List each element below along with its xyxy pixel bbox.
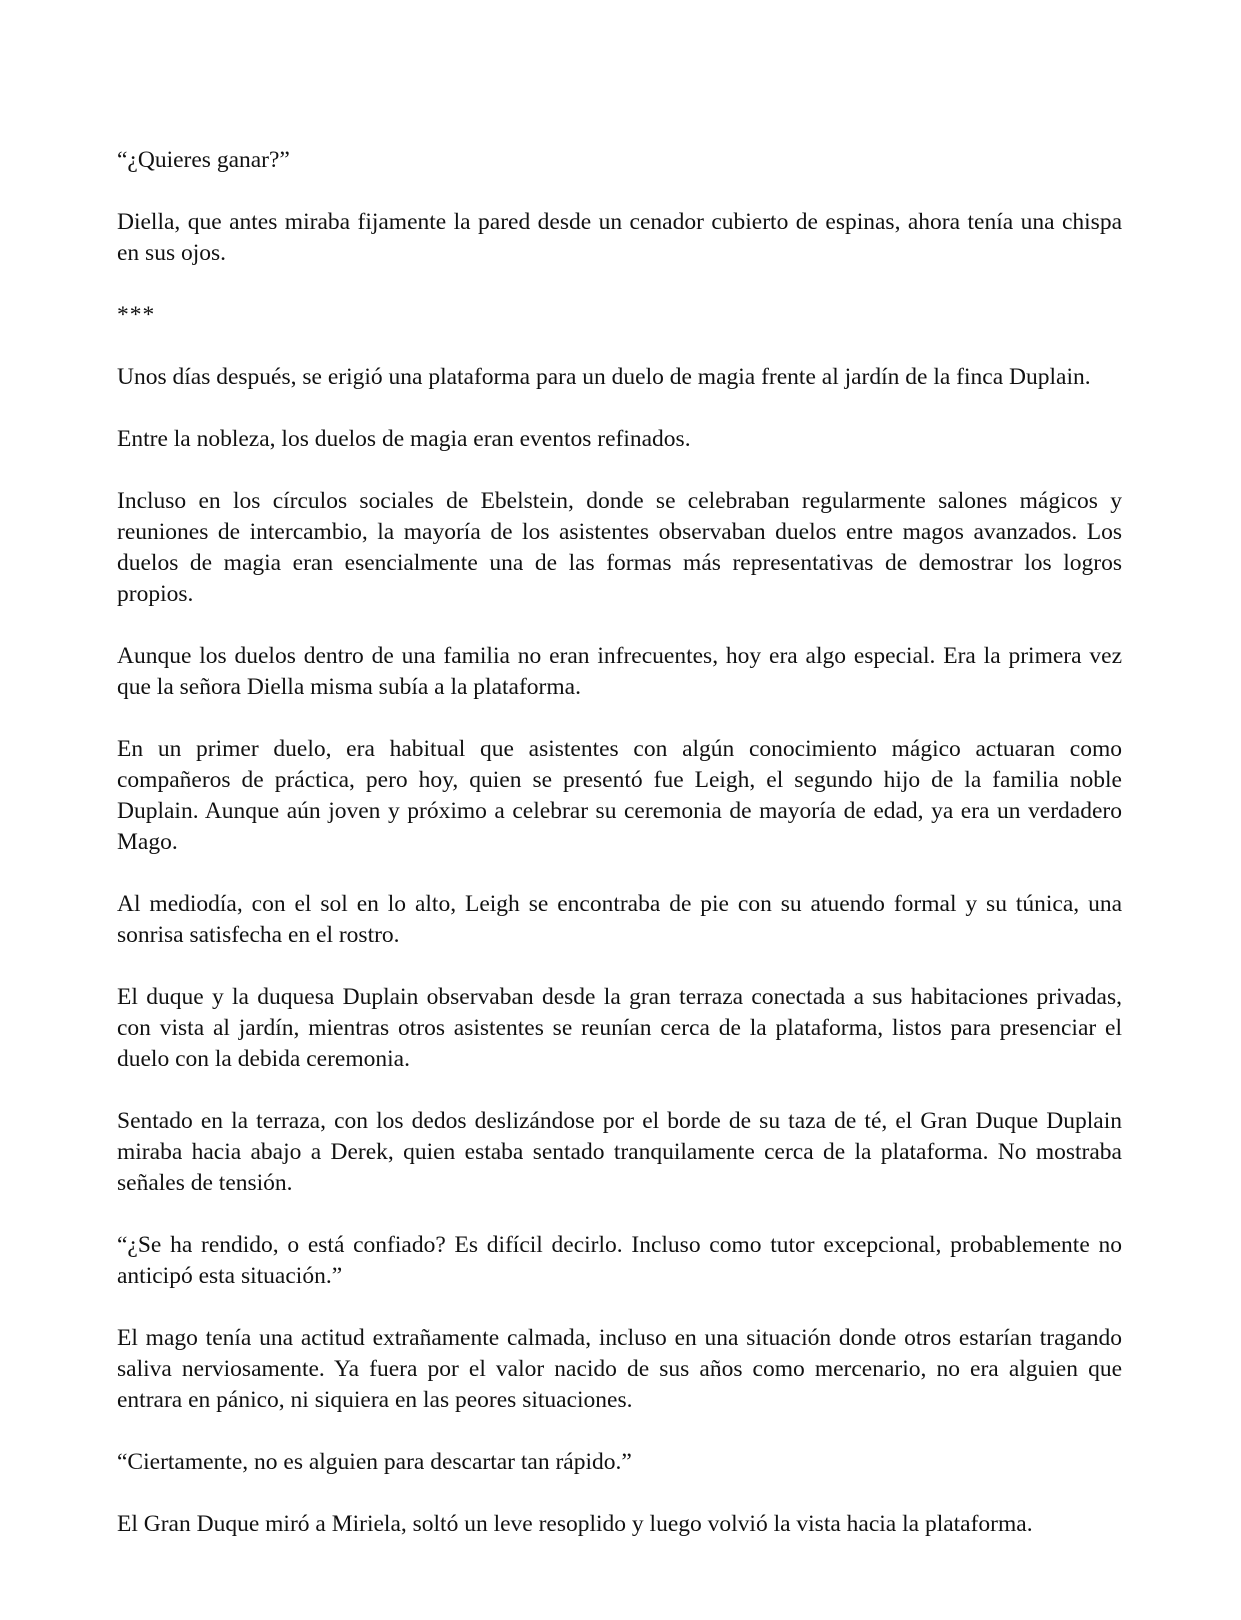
document-page <box>117 145 1122 1571</box>
paragraph-dialogue: “¿Quieres ganar?” <box>117 147 290 173</box>
paragraph: Incluso en los círculos sociales de Ebelstein, donde se celebraban regularmente salones mágicos y reuniones de intercambio, la mayoría de los asistentes observaban duelos entre magos avanzados. Los duelos de magia eran esencialmente una de las formas más representativas de demostrar los logros propios. <box>117 488 1122 607</box>
paragraph: El duque y la duquesa Duplain observaban desde la gran terraza conectada a sus habitaciones privadas, con vista al jardín, mientras otros asistentes se reunían cerca de la plataforma, listos para presenciar el duelo con la debida ceremonia. <box>117 984 1122 1072</box>
paragraph: Entre la nobleza, los duelos de magia eran eventos refinados. <box>117 426 691 452</box>
paragraph-dialogue: “¿Se ha rendido, o está confiado? Es difícil decirlo. Incluso como tutor excepcional, probablemente no anticipó esta situación.” <box>117 1232 1122 1289</box>
paragraph: Aunque los duelos dentro de una familia no eran infrecuentes, hoy era algo especial. Era la primera vez que la señora Diella misma subía a la plataforma. <box>117 643 1122 700</box>
scene-separator: *** <box>117 302 156 328</box>
paragraph: Diella, que antes miraba fijamente la pared desde un cenador cubierto de espinas, ahora tenía una chispa en sus ojos. <box>117 209 1122 266</box>
paragraph: En un primer duelo, era habitual que asistentes con algún conocimiento mágico actuaran como compañeros de práctica, pero hoy, quien se presentó fue Leigh, el segundo hijo de la familia noble Duplain. Aunque aún joven y próximo a celebrar su ceremonia de mayoría de edad, ya era un verdadero Mago. <box>117 736 1122 855</box>
paragraph: Sentado en la terraza, con los dedos deslizándose por el borde de su taza de té, el Gran Duque Duplain miraba hacia abajo a Derek, quien estaba sentado tranquilamente cerca de la plataforma. No mostraba señales de tensión. <box>117 1108 1122 1196</box>
paragraph: Al mediodía, con el sol en lo alto, Leigh se encontraba de pie con su atuendo formal y su túnica, una sonrisa satisfecha en el rostro. <box>117 891 1122 948</box>
paragraph: Unos días después, se erigió una plataforma para un duelo de magia frente al jardín de la finca Duplain. <box>117 364 1091 390</box>
paragraph: El Gran Duque miró a Miriela, soltó un leve resoplido y luego volvió la vista hacia la plataforma. <box>117 1511 1033 1537</box>
paragraph-dialogue: “Ciertamente, no es alguien para descartar tan rápido.” <box>117 1449 632 1475</box>
paragraph: El mago tenía una actitud extrañamente calmada, incluso en una situación donde otros estarían tragando saliva nerviosamente. Ya fuera por el valor nacido de sus años como mercenario, no era alguien que entrara en pánico, ni siquiera en las peores situaciones. <box>117 1325 1122 1413</box>
